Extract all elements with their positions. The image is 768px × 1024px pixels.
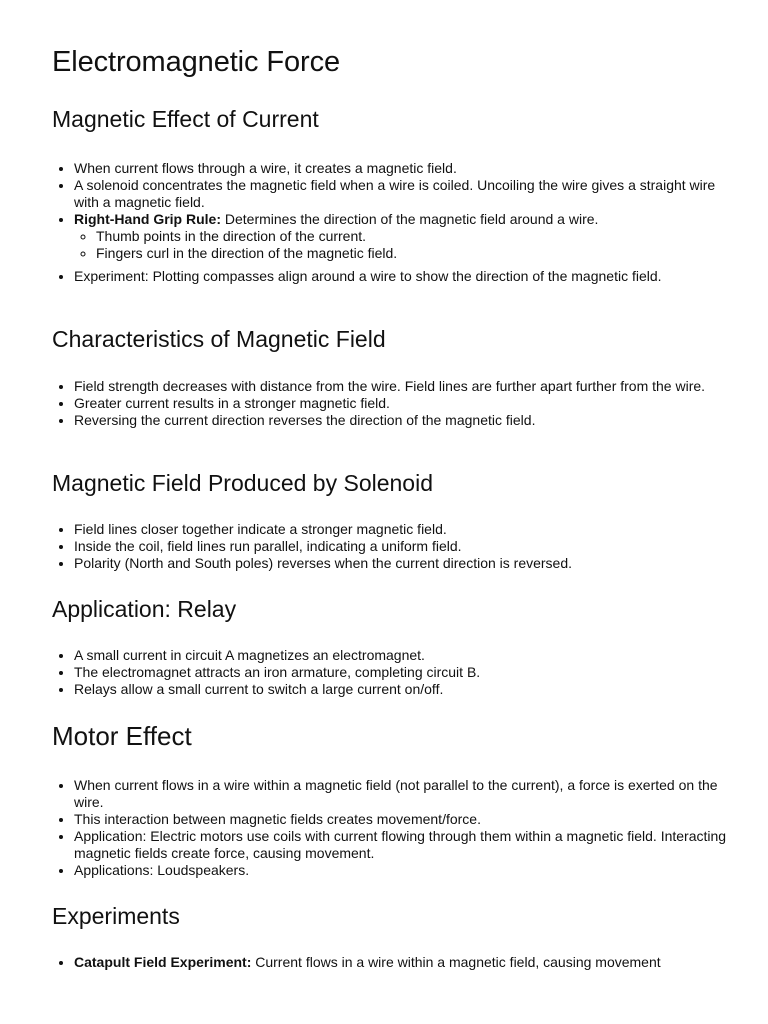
list-item: • Relays allow a small current to switch a large current on/off.: [74, 681, 728, 698]
list-motor-effect: [52, 777, 728, 879]
section-heading-characteristics: Characteristics of Magnetic Field: [52, 326, 386, 352]
list-item: • A solenoid concentrates the magnetic field when a wire is coiled. Uncoiling the wire gives a straight wire with a magnetic field.: [74, 177, 728, 211]
list-magnetic-effect: [52, 160, 728, 285]
list-item: • A small current in circuit A magnetizes an electromagnet.: [74, 647, 728, 664]
section-heading-relay: Application: Relay: [52, 596, 237, 622]
section-heading-solenoid: Magnetic Field Produced by Solenoid: [52, 470, 434, 496]
list-item: • Greater current results in a stronger magnetic field.: [74, 395, 728, 412]
experiment-text: Current flows in a wire within a magnetic field, causing movement: [251, 954, 661, 970]
list-item: • Field strength decreases with distance from the wire. Field lines are further apart further from the wire.: [74, 378, 728, 395]
list-item: • Field lines closer together indicate a stronger magnetic field.: [74, 521, 728, 538]
list-item: • The electromagnet attracts an iron armature, completing circuit B.: [74, 664, 728, 681]
list-item: [74, 954, 728, 971]
list-item: • Applications: Loudspeakers.: [74, 862, 728, 879]
section-heading-motor-effect: Motor Effect: [52, 721, 192, 751]
rule-text: Determines the direction of the magnetic field around a wire.: [221, 211, 599, 227]
experiment-label: Catapult Field Experiment:: [74, 954, 252, 970]
rule-label: Right-Hand Grip Rule:: [74, 211, 221, 227]
page-title: Electromagnetic Force: [52, 46, 341, 78]
list-characteristics: [52, 378, 728, 429]
list-item: • Application: Electric motors use coils with current flowing through them within a magnetic field. Interacting magnetic fields create force, causing movement.: [74, 828, 728, 862]
section-heading-magnetic-effect: Magnetic Effect of Current: [52, 106, 319, 132]
list-item: • When current flows through a wire, it creates a magnetic field.: [74, 160, 728, 177]
list-item: • Inside the coil, field lines run parallel, indicating a uniform field.: [74, 538, 728, 555]
list-item: • Reversing the current direction reverses the direction of the magnetic field.: [74, 412, 728, 429]
list-experiments: [52, 954, 728, 971]
section-heading-experiments: Experiments: [52, 903, 180, 929]
list-solenoid: [52, 521, 728, 572]
list-item: • When current flows in a wire within a magnetic field (not parallel to the current), a force is exerted on the wire.: [74, 777, 728, 811]
list-item: [74, 211, 728, 262]
list-item: • Polarity (North and South poles) reverses when the current direction is reversed.: [74, 555, 728, 572]
sublist-grip-rule: [74, 228, 728, 262]
list-item: ◦ Thumb points in the direction of the current.: [96, 228, 728, 245]
list-item: ◦ Fingers curl in the direction of the magnetic field.: [96, 245, 728, 262]
list-relay: [52, 647, 728, 698]
list-item: • This interaction between magnetic fields creates movement/force.: [74, 811, 728, 828]
list-item: • Experiment: Plotting compasses align around a wire to show the direction of the magnetic field.: [74, 268, 728, 285]
